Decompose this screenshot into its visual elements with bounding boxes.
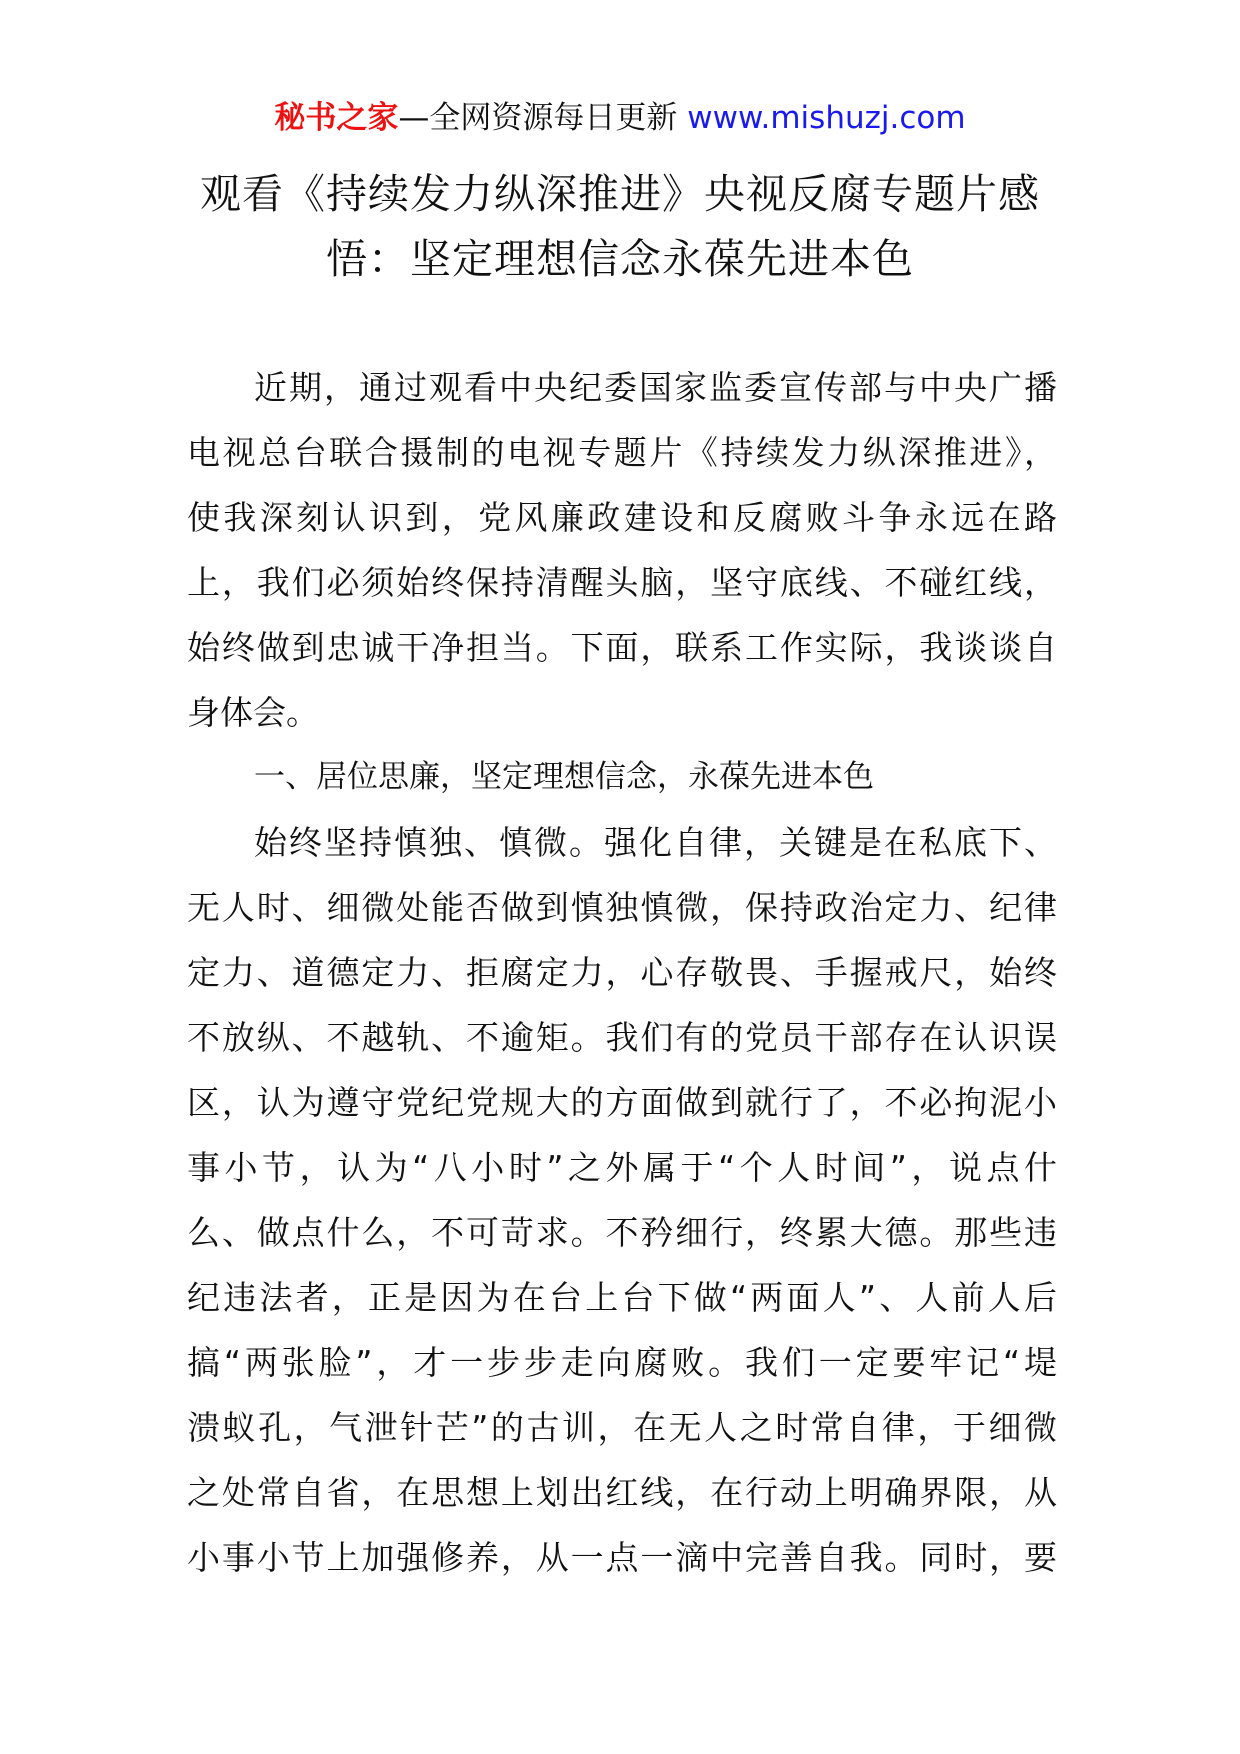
body-line: 区，认为遵守党纪党规大的方面做到就行了，不必拘泥小 xyxy=(187,1083,1057,1122)
body-line: 事小节，认为“八小时”之外属于“个人时间”，说点什 xyxy=(187,1148,1057,1187)
title-line: 悟：坚定理想信念永葆先进本色 xyxy=(326,235,914,283)
body-line: 电视总台联合摄制的电视专题片《持续发力纵深推进》， xyxy=(187,433,1057,472)
body-line: 么、做点什么，不可苛求。不矜细行，终累大德。那些违 xyxy=(187,1213,1057,1252)
body-line: 始终做到忠诚干净担当。下面，联系工作实际，我谈谈自 xyxy=(187,628,1057,667)
document-title xyxy=(150,162,1090,292)
body-line: 近期，通过观看中央纪委国家监委宣传部与中央广播 xyxy=(254,368,1057,407)
body-line: 搞“两张脸”，才一步步走向腐败。我们一定要牢记“堤 xyxy=(187,1343,1057,1382)
site-header xyxy=(0,98,1240,138)
document-body xyxy=(187,355,1057,1590)
section-heading: 一、居位思廉，坚定理想信念，永葆先进本色 xyxy=(254,759,874,795)
body-line: 始终坚持慎独、慎微。强化自律，关键是在私底下、 xyxy=(254,823,1057,862)
body-line: 无人时、细微处能否做到慎独慎微，保持政治定力、纪律 xyxy=(187,888,1057,927)
body-line: 小事小节上加强修养，从一点一滴中完善自我。同时，要 xyxy=(187,1538,1057,1577)
site-brand: 秘书之家 xyxy=(274,100,399,136)
site-url-link[interactable]: www.mishuzj.com xyxy=(687,100,966,136)
body-line: 不放纵、不越轨、不逾矩。我们有的党员干部存在认识误 xyxy=(187,1018,1057,1057)
body-line: 定力、道德定力、拒腐定力，心存敬畏、手握戒尺，始终 xyxy=(187,953,1057,992)
body-line: 溃蚁孔，气泄针芒”的古训，在无人之时常自律，于细微 xyxy=(187,1408,1057,1447)
site-tagline: —全网资源每日更新 xyxy=(398,100,678,136)
body-line: 之处常自省，在思想上划出红线，在行动上明确界限，从 xyxy=(187,1473,1057,1512)
body-line: 使我深刻认识到，党风廉政建设和反腐败斗争永远在路 xyxy=(187,498,1057,537)
body-line: 纪违法者，正是因为在台上台下做“两面人”、人前人后 xyxy=(187,1278,1057,1317)
body-line: 身体会。 xyxy=(187,693,319,732)
title-line: 观看《持续发力纵深推进》央视反腐专题片感 xyxy=(200,170,1040,218)
body-line: 上，我们必须始终保持清醒头脑，坚守底线、不碰红线， xyxy=(187,563,1057,602)
